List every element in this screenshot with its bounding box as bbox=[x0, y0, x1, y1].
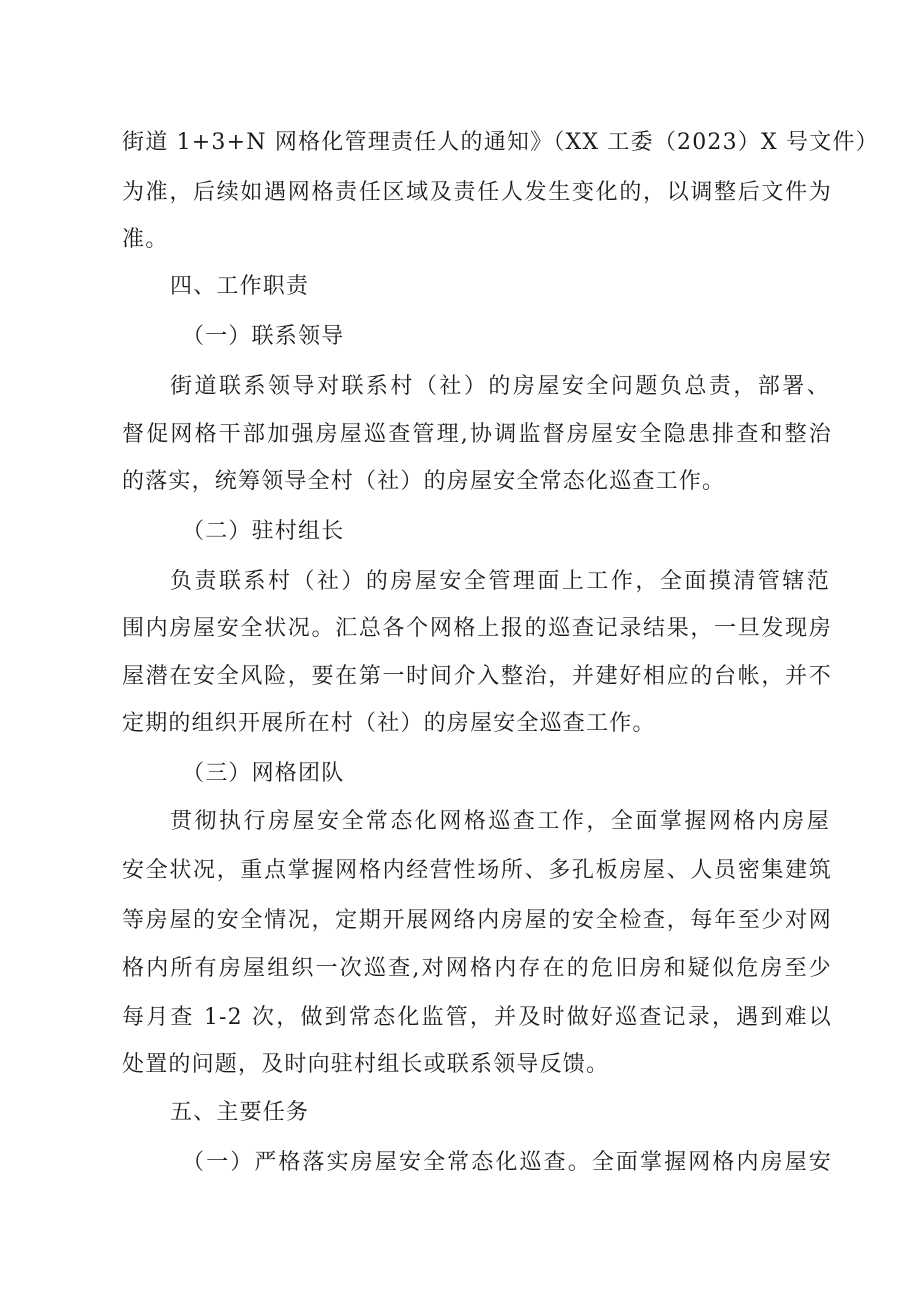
body-line: 准。 bbox=[122, 227, 169, 252]
body-line: 格内所有房屋组织一次巡查,对网格内存在的危旧房和疑似危房至少 bbox=[122, 956, 832, 981]
subsection-heading: （三）网格团队 bbox=[182, 761, 345, 786]
paragraph-first-line: 负责联系村（社）的房屋安全管理面上工作，全面摸清管辖范 bbox=[170, 569, 830, 594]
body-line: 安全状况，重点掌握网格内经营性场所、多孔板房屋、人员密集建筑 bbox=[122, 858, 832, 883]
body-line: 督促网格干部加强房屋巡查管理,协调监督房屋安全隐患排查和整治 bbox=[122, 422, 832, 447]
section-heading: 四、工作职责 bbox=[170, 274, 310, 299]
body-line: 每月查 1-2 次，做到常态化监管，并及时做好巡查记录，遇到难以 bbox=[122, 1005, 832, 1030]
section-heading: 五、主要任务 bbox=[170, 1100, 310, 1125]
body-line: 定期的组织开展所在村（社）的房屋安全巡查工作。 bbox=[122, 711, 656, 736]
body-line: 处置的问题，及时向驻村组长或联系领导反馈。 bbox=[122, 1052, 610, 1077]
paragraph-first-line: 贯彻执行房屋安全常态化网格巡查工作，全面掌握网格内房屋 bbox=[170, 809, 830, 834]
body-line: 为准，后续如遇网格责任区域及责任人发生变化的，以调整后文件为 bbox=[122, 180, 832, 205]
subsection-heading: （一）联系领导 bbox=[182, 324, 345, 349]
body-line: 等房屋的安全情况，定期开展网络内房屋的安全检查，每年至少对网 bbox=[122, 908, 832, 933]
subsection-heading: （二）驻村组长 bbox=[182, 519, 345, 544]
body-line: 的落实，统筹领导全村（社）的房屋安全常态化巡查工作。 bbox=[122, 469, 726, 494]
body-line: 街道 1+3+N 网格化管理责任人的通知》（XX 工委（2023）X 号文件） bbox=[122, 130, 879, 155]
body-line: 屋潜在安全风险，要在第一时间介入整治，并建好相应的台帐，并不 bbox=[122, 664, 832, 689]
paragraph-first-line: （一）严格落实房屋安全常态化巡查。全面掌握网格内房屋安 bbox=[182, 1150, 832, 1175]
body-line: 围内房屋安全状况。汇总各个网格上报的巡查记录结果，一旦发现房 bbox=[122, 616, 832, 641]
paragraph-first-line: 街道联系领导对联系村（社）的房屋安全问题负总责，部署、 bbox=[170, 374, 830, 399]
